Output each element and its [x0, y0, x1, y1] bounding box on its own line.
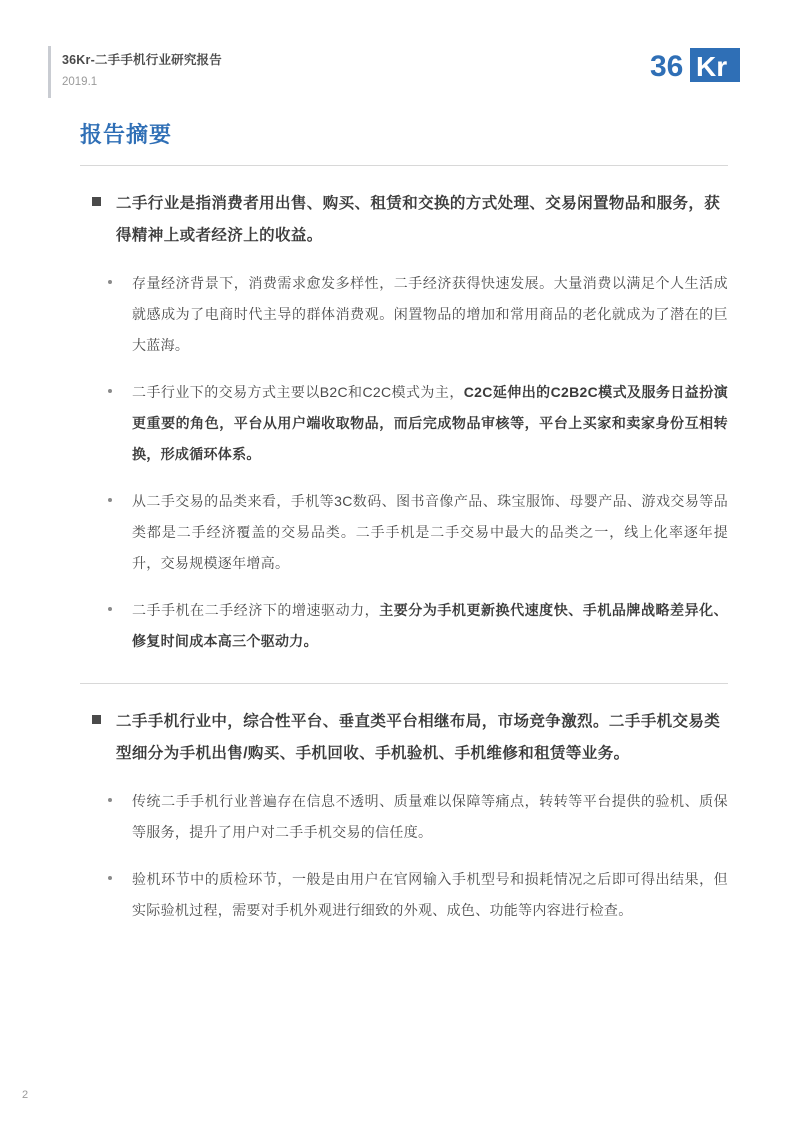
svg-text:36: 36: [650, 50, 684, 83]
summary-block: [0, 706, 794, 926]
page-title: 报告摘要: [80, 122, 173, 147]
summary-bullet-text: [132, 486, 728, 579]
summary-bullet-text: [132, 268, 728, 361]
brand-logo-36kr: [650, 42, 746, 92]
summary-bullet-item: [80, 786, 728, 848]
summary-bullet-text: [132, 595, 728, 657]
dot-bullet-icon: [108, 798, 112, 802]
summary-bullet-text: [132, 864, 728, 926]
emphasis-text: C2C延伸出的C2B2C模式及服务日益扮演更重要的角色，平台从用户端收取物品，而后完成物品审核等，平台上买家和卖家身份互相转换，形成循环体系。: [132, 384, 728, 462]
report-title: 36Kr-二手手机行业研究报告: [62, 53, 222, 67]
summary-block: [0, 188, 794, 657]
summary-bullet-text: [132, 786, 728, 848]
summary-heading-text: 二手行业是指消费者用出售、购买、租赁和交换的方式处理、交易闲置物品和服务，获得精神上或者经济上的收益。: [116, 195, 721, 244]
dot-bullet-icon: [108, 498, 112, 502]
summary-bullet-item: [80, 864, 728, 926]
dot-bullet-icon: [108, 280, 112, 284]
plain-text: 存量经济背景下，消费需求愈发多样性，二手经济获得快速发展。大量消费以满足个人生活成就感成为了电商时代主导的群体消费观。闲置物品的增加和常用商品的老化就成为了潜在的巨大蓝海。: [132, 275, 728, 353]
summary-bullet-item: [80, 377, 728, 470]
section-divider: [80, 683, 728, 684]
plain-text: 二手手机在二手经济下的增速驱动力，: [132, 602, 380, 618]
summary-heading: [80, 706, 728, 770]
square-bullet-icon: [92, 715, 101, 724]
dot-bullet-icon: [108, 389, 112, 393]
dot-bullet-icon: [108, 607, 112, 611]
plain-text: 验机环节中的质检环节，一般是由用户在官网输入手机型号和损耗情况之后即可得出结果，但实际验机过程，需要对手机外观进行细致的外观、成色、功能等内容进行检查。: [132, 871, 728, 918]
report-date: 2019.1: [62, 76, 98, 88]
document-body: [0, 118, 794, 926]
summary-heading-text: 二手手机行业中，综合性平台、垂直类平台相继布局，市场竞争激烈。二手手机交易类型细分为手机出售/购买、手机回收、手机验机、手机维修和租赁等业务。: [116, 713, 721, 762]
page-header: [0, 38, 794, 104]
summary-bullet-item: [80, 268, 728, 361]
summary-heading: [80, 188, 728, 252]
emphasis-text: 主要分为手机更新换代速度快、手机品牌战略差异化、修复时间成本高三个驱动力。: [132, 602, 728, 649]
header-accent-bar: [48, 46, 51, 98]
dot-bullet-icon: [108, 876, 112, 880]
summary-bullet-item: [80, 595, 728, 657]
page-number: 2: [22, 1089, 29, 1101]
plain-text: 传统二手手机行业普遍存在信息不透明、质量难以保障等痛点，转转等平台提供的验机、质保等服务，提升了用户对二手手机交易的信任度。: [132, 793, 728, 840]
plain-text: 二手行业下的交易方式主要以B2C和C2C模式为主，: [132, 384, 464, 400]
summary-blocks: [0, 188, 794, 926]
svg-text:Kr: Kr: [696, 51, 728, 82]
summary-bullet-text: [132, 377, 728, 470]
square-bullet-icon: [92, 197, 101, 206]
title-divider: [80, 165, 728, 166]
summary-bullet-item: [80, 486, 728, 579]
plain-text: 从二手交易的品类来看，手机等3C数码、图书音像产品、珠宝服饰、母婴产品、游戏交易等品类都是二手经济覆盖的交易品类。二手手机是二手交易中最大的品类之一，线上化率逐年提升，交易规模逐年增高。: [132, 493, 728, 571]
